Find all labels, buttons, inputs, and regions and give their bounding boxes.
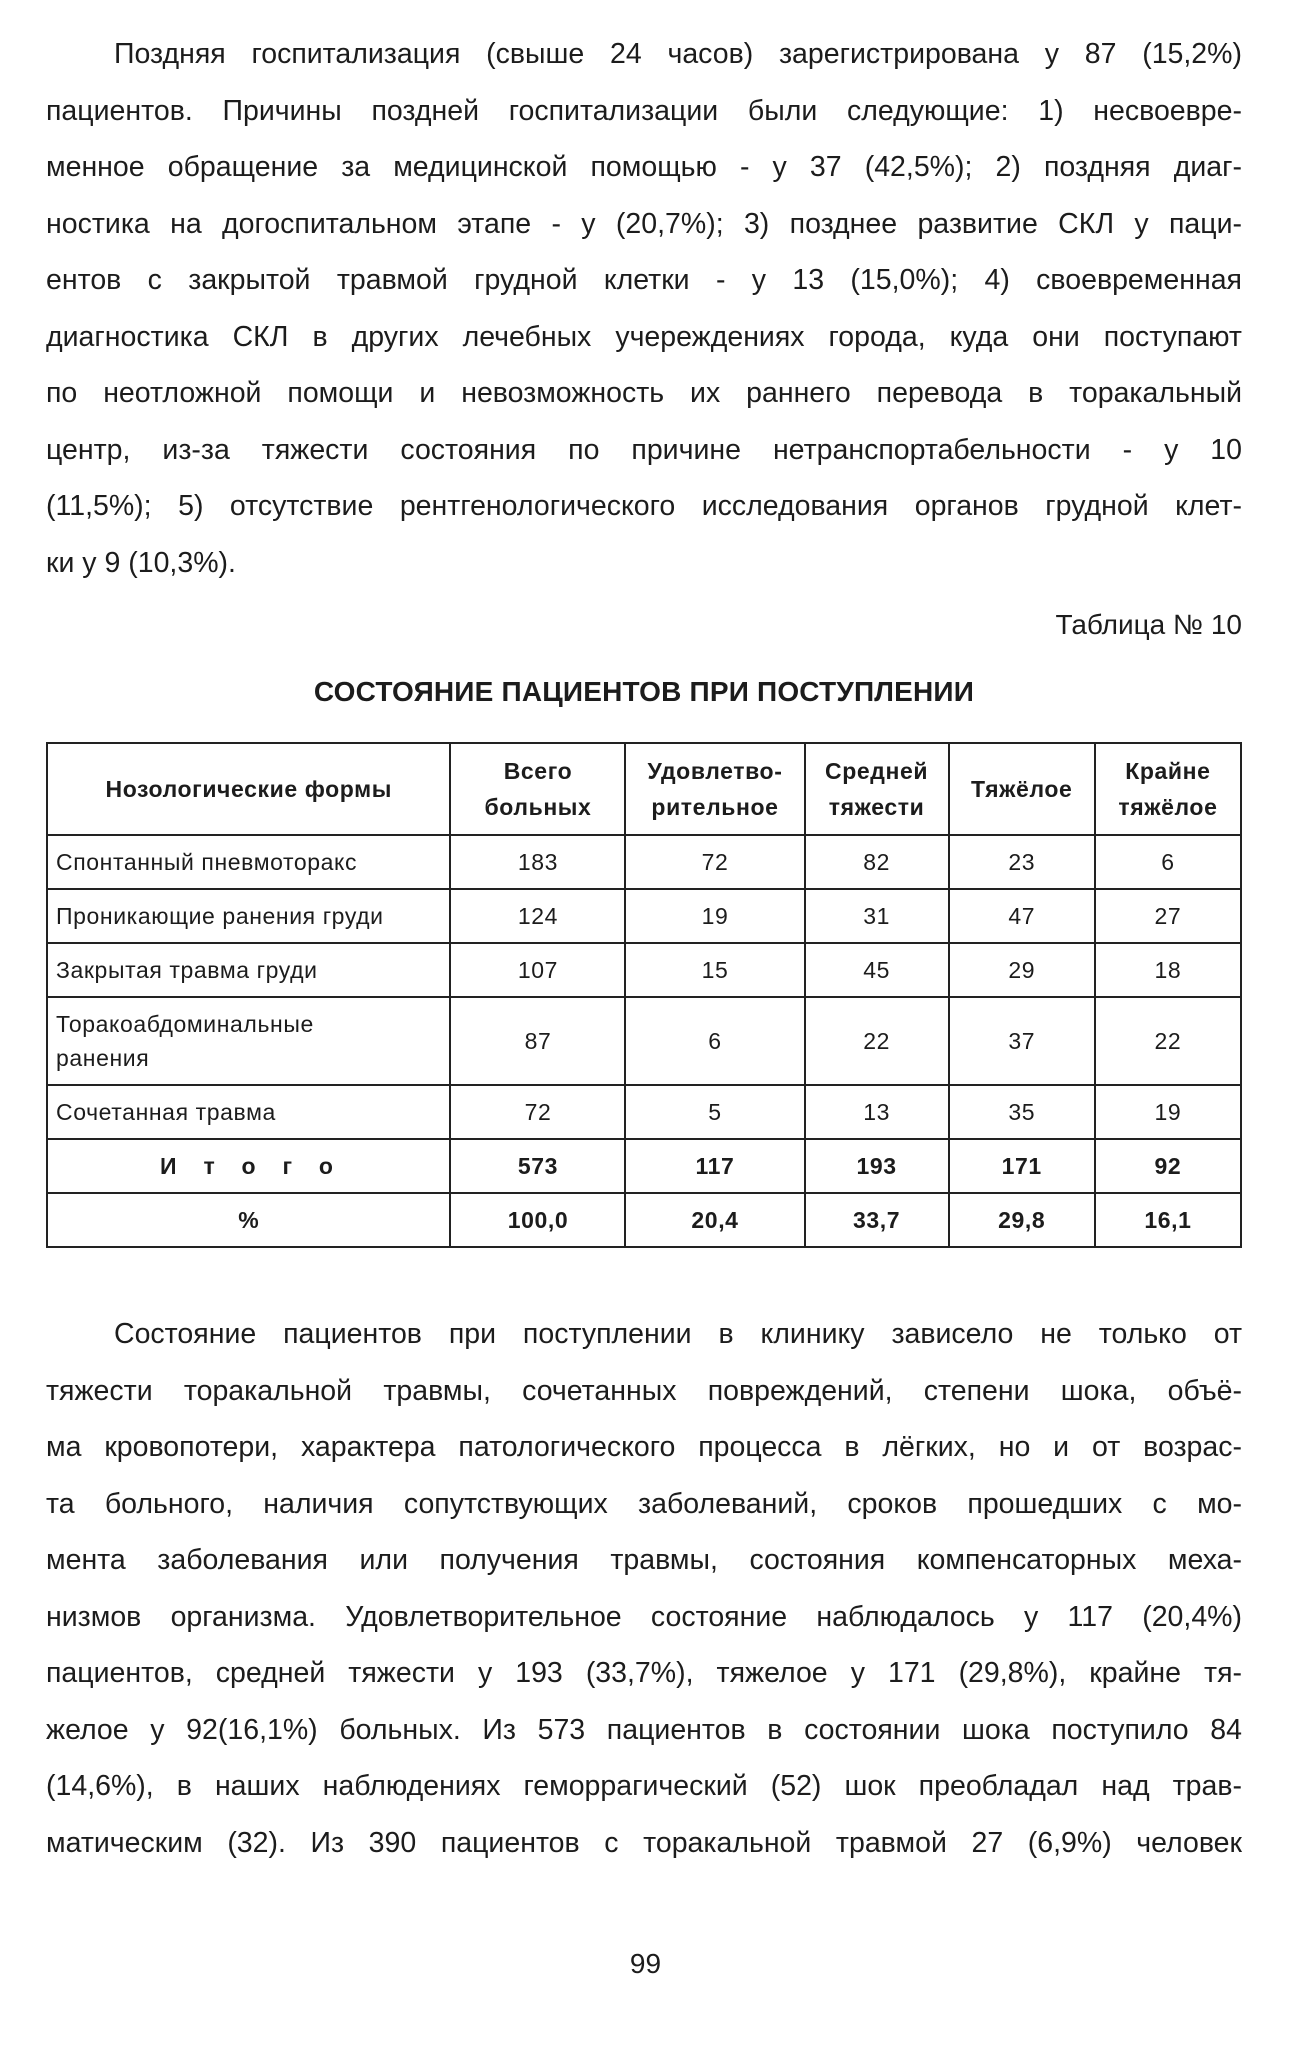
total-cell-extremely-severe: 92 bbox=[1095, 1139, 1241, 1193]
cell-extremely-severe: 27 bbox=[1095, 889, 1241, 943]
table-row bbox=[47, 943, 1241, 997]
percent-cell-total: 100,0 bbox=[450, 1193, 625, 1247]
row-name: Торакоабдоминальные ранения bbox=[47, 997, 450, 1085]
text-line: Поздняя госпитализация (свыше 24 часов) зарегистрирована у 87 (15,2%) bbox=[114, 38, 1242, 70]
text-line: Состояние пациентов при поступлении в клинику зависело не только от bbox=[114, 1318, 1242, 1350]
cell-extremely-severe: 22 bbox=[1095, 997, 1241, 1085]
cell-severe: 23 bbox=[949, 835, 1095, 889]
text-line: (11,5%); 5) отсутствие рентгенологического исследования органов грудной клет- bbox=[46, 490, 1242, 522]
total-cell-severe: 171 bbox=[949, 1139, 1095, 1193]
text-line: ентов с закрытой травмой грудной клетки - у 13 (15,0%); 4) своевременная bbox=[46, 264, 1242, 296]
patient-condition-table bbox=[46, 742, 1242, 1248]
text-line: центр, из-за тяжести состояния по причине нетранспортабельности - у 10 bbox=[46, 433, 1242, 466]
cell-moderate: 13 bbox=[805, 1085, 949, 1139]
text-line: ма кровопотери, характера патологического процесса в лёгких, но и от возрас- bbox=[46, 1431, 1242, 1463]
text-line: менное обращение за медицинской помощью - у 37 (42,5%); 2) поздняя диаг- bbox=[46, 151, 1242, 183]
paragraph-late-hospitalization bbox=[46, 26, 1242, 591]
table-header-row bbox=[47, 743, 1241, 835]
cell-extremely-severe: 19 bbox=[1095, 1085, 1241, 1139]
header-satisfactory: Удовлетво- рительное bbox=[625, 743, 804, 835]
cell-severe: 29 bbox=[949, 943, 1095, 997]
text-line: тяжести торакальной травмы, сочетанных повреждений, степени шока, объё- bbox=[46, 1374, 1242, 1407]
cell-extremely-severe: 18 bbox=[1095, 943, 1241, 997]
cell-moderate: 31 bbox=[805, 889, 949, 943]
table-row bbox=[47, 889, 1241, 943]
text-line: та больного, наличия сопутствующих заболеваний, сроков прошедших с мо- bbox=[46, 1487, 1242, 1520]
percent-cell-satisfactory: 20,4 bbox=[625, 1193, 804, 1247]
row-name: Проникающие ранения груди bbox=[47, 889, 450, 943]
table-number: Таблица № 10 bbox=[1055, 609, 1242, 640]
percent-cell-moderate: 33,7 bbox=[805, 1193, 949, 1247]
table-row bbox=[47, 1085, 1241, 1139]
table-row bbox=[47, 997, 1241, 1085]
text-line: (14,6%), в наших наблюдениях геморрагический (52) шок преобладал над трав- bbox=[46, 1770, 1242, 1802]
total-cell-moderate: 193 bbox=[805, 1139, 949, 1193]
cell-severe: 47 bbox=[949, 889, 1095, 943]
row-name: Сочетанная травма bbox=[47, 1085, 450, 1139]
text-line: по неотложной помощи и невозможность их раннего перевода в торакальный bbox=[46, 377, 1242, 409]
table-percent-row bbox=[47, 1193, 1241, 1247]
row-name: Закрытая травма груди bbox=[47, 943, 450, 997]
cell-moderate: 45 bbox=[805, 943, 949, 997]
cell-moderate: 22 bbox=[805, 997, 949, 1085]
cell-satisfactory: 72 bbox=[625, 835, 804, 889]
table-total-row bbox=[47, 1139, 1241, 1193]
cell-total: 124 bbox=[450, 889, 625, 943]
text-line: пациентов, средней тяжести у 193 (33,7%), тяжелое у 171 (29,8%), крайне тя- bbox=[46, 1657, 1242, 1689]
page-number: 99 bbox=[629, 1948, 662, 1979]
text-line: низмов организма. Удовлетворительное состояние наблюдалось у 117 (20,4%) bbox=[46, 1600, 1242, 1633]
percent-cell-extremely-severe: 16,1 bbox=[1095, 1193, 1241, 1247]
row-name: Спонтанный пневмоторакс bbox=[47, 835, 450, 889]
cell-extremely-severe: 6 bbox=[1095, 835, 1241, 889]
text-line: желое у 92(16,1%) больных. Из 573 пациентов в состоянии шока поступило 84 bbox=[46, 1713, 1242, 1746]
table-row bbox=[47, 835, 1241, 889]
paragraph-patient-condition bbox=[46, 1306, 1242, 1871]
cell-severe: 35 bbox=[949, 1085, 1095, 1139]
text-line: ностика на догоспитальном этапе - у (20,7%); 3) позднее развитие СКЛ у паци- bbox=[46, 207, 1242, 240]
total-label: Итого bbox=[47, 1139, 450, 1193]
text-line: матическим (32). Из 390 пациентов с торакальной травмой 27 (6,9%) человек bbox=[46, 1826, 1242, 1859]
cell-satisfactory: 15 bbox=[625, 943, 804, 997]
cell-total: 183 bbox=[450, 835, 625, 889]
header-extremely-severe: Крайне тяжёлое bbox=[1095, 743, 1241, 835]
document-page bbox=[46, 26, 1242, 1871]
header-nosological-forms: Нозологические формы bbox=[47, 743, 450, 835]
cell-moderate: 82 bbox=[805, 835, 949, 889]
text-line: ки у 9 (10,3%). bbox=[46, 546, 236, 579]
header-total-patients: Всего больных bbox=[450, 743, 625, 835]
header-moderate: Средней тяжести bbox=[805, 743, 949, 835]
text-line: мента заболевания или получения травмы, состояния компенсаторных меха- bbox=[46, 1544, 1242, 1576]
cell-total: 72 bbox=[450, 1085, 625, 1139]
cell-total: 107 bbox=[450, 943, 625, 997]
cell-severe: 37 bbox=[949, 997, 1095, 1085]
percent-label: % bbox=[47, 1193, 450, 1247]
total-cell-satisfactory: 117 bbox=[625, 1139, 804, 1193]
cell-satisfactory: 5 bbox=[625, 1085, 804, 1139]
total-cell-total: 573 bbox=[450, 1139, 625, 1193]
percent-cell-severe: 29,8 bbox=[949, 1193, 1095, 1247]
table-title: СОСТОЯНИЕ ПАЦИЕНТОВ ПРИ ПОСТУПЛЕНИИ bbox=[313, 676, 975, 707]
text-line: диагностика СКЛ в других лечебных учереждениях города, куда они поступают bbox=[46, 320, 1242, 353]
cell-satisfactory: 6 bbox=[625, 997, 804, 1085]
cell-satisfactory: 19 bbox=[625, 889, 804, 943]
text-line: пациентов. Причины поздней госпитализации были следующие: 1) несвоевре- bbox=[46, 94, 1242, 127]
cell-total: 87 bbox=[450, 997, 625, 1085]
header-severe: Тяжёлое bbox=[949, 743, 1095, 835]
